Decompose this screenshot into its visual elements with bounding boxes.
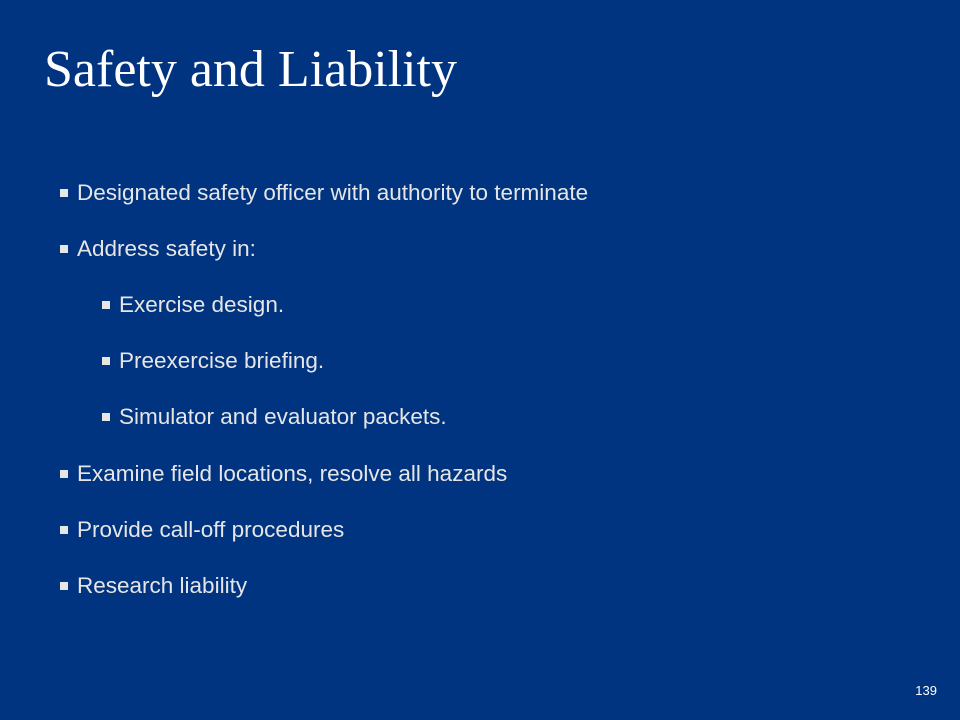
square-bullet-icon [102,413,110,421]
sub-bullet-item [102,290,284,320]
square-bullet-icon [102,357,110,365]
bullet-text: Address safety in: [77,236,256,261]
sub-bullet-item [102,402,447,432]
bullet-text: Examine field locations, resolve all hazards [77,461,508,486]
square-bullet-icon [60,582,68,590]
bullet-text: Designated safety officer with authority to terminate [77,180,589,205]
bullet-text: Provide call-off procedures [77,517,345,542]
bullet-text: Preexercise briefing. [119,348,325,373]
bullet-item [60,571,247,601]
square-bullet-icon [60,470,68,478]
square-bullet-icon [60,189,68,197]
sub-bullet-item [102,346,324,376]
square-bullet-icon [60,526,68,534]
slide-title: Safety and Liability [44,41,458,98]
bullet-text: Exercise design. [119,292,285,317]
page-number: 139 [915,683,937,698]
bullet-item [60,459,507,489]
bullet-text: Simulator and evaluator packets. [119,404,447,429]
bullet-item [60,178,588,208]
bullet-text: Research liability [77,573,248,598]
bullet-item [60,234,256,264]
square-bullet-icon [102,301,110,309]
bullet-item [60,515,344,545]
square-bullet-icon [60,245,68,253]
